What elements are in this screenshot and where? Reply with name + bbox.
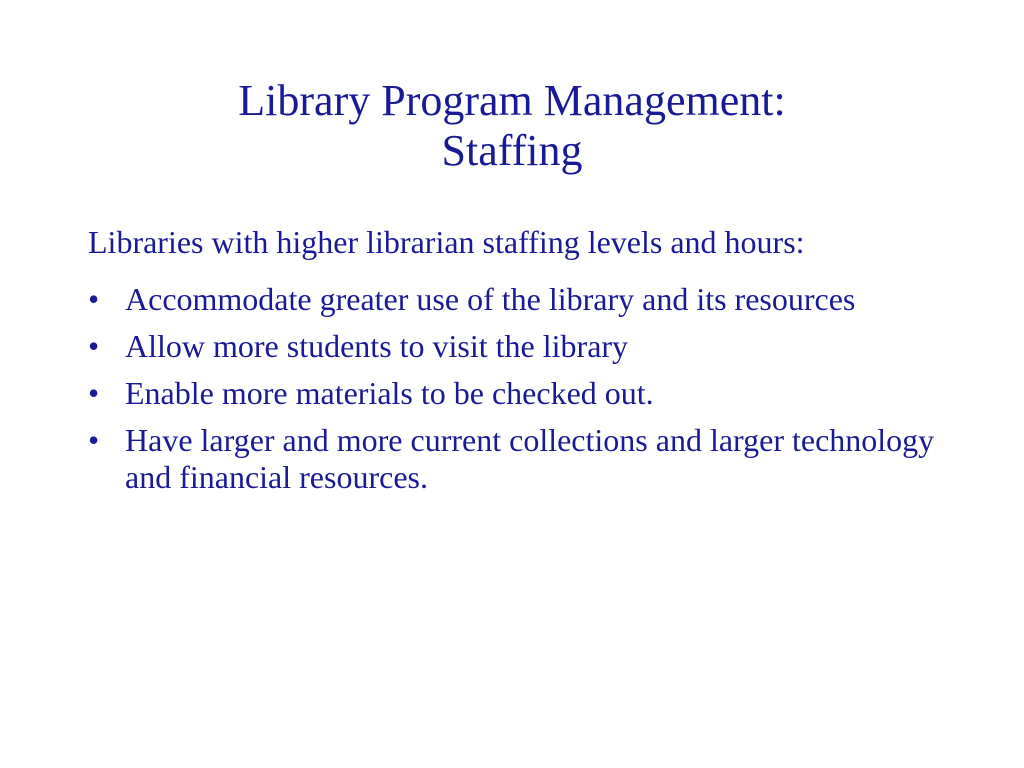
bullet-marker: •	[88, 328, 100, 364]
bullet-marker: •	[88, 375, 100, 411]
slide-title-line-2: Staffing	[441, 126, 583, 175]
bullet-item	[88, 375, 948, 412]
slide-title-line-1: Library Program Management:	[238, 76, 786, 125]
bullet-item	[88, 328, 948, 365]
bullet-marker: •	[88, 281, 100, 317]
intro-text: Libraries with higher librarian staffing levels and hours:	[88, 224, 805, 260]
bullet-item	[88, 422, 948, 496]
bullet-text: Accommodate greater use of the library and its resources	[125, 281, 856, 317]
bullet-text: Have larger and more current collections and larger technology and financial resources.	[125, 422, 935, 495]
bullet-text: Enable more materials to be checked out.	[125, 375, 654, 411]
bullet-marker: •	[88, 422, 100, 458]
slide-title	[0, 76, 1024, 176]
bullet-text: Allow more students to visit the library	[125, 328, 629, 364]
bullet-item	[88, 281, 948, 318]
bullet-list	[88, 281, 948, 496]
slide-body	[88, 224, 948, 506]
